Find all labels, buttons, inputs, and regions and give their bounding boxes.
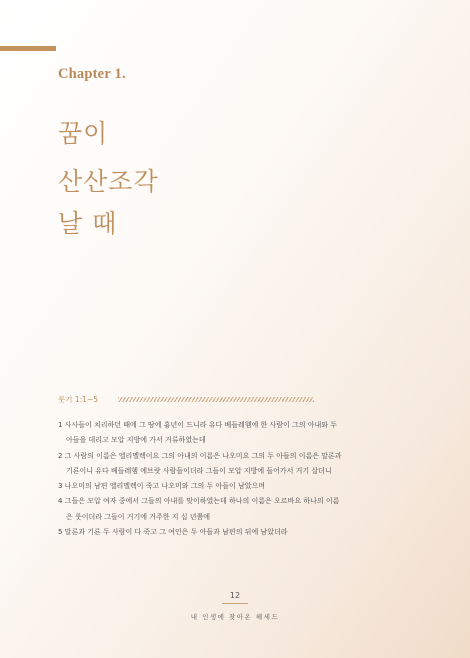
scripture-reference-row xyxy=(58,394,316,406)
book-title-footer: 내 인생에 찾아온 헤세드 xyxy=(190,613,280,621)
chapter-title-line-2: 산산조각 xyxy=(58,167,159,196)
hatched-divider xyxy=(118,397,314,402)
footer-divider xyxy=(222,603,248,604)
chapter-title-line-1: 꿈이 xyxy=(58,119,109,148)
verse-4: 4 그들은 모압 여자 중에서 그들의 아내를 맞이하였는데 하나의 이름은 오르바요 하나의 이름은 룻이더라 그들이 거기에 거주한 지 십 년쯤에 xyxy=(58,497,340,521)
page-number: 12 xyxy=(229,591,241,600)
chapter-label: Chapter 1. xyxy=(58,66,126,82)
chapter-title-line-3: 날 때 xyxy=(58,209,118,238)
verse-1: 1 사사들이 치리하던 때에 그 땅에 흉년이 드니라 유다 베들레헴에 한 사람이 그의 아내와 두 아들을 데리고 모압 지방에 가서 거류하였는데 xyxy=(58,421,338,445)
verse-3: 3 나오미의 남편 엘리멜렉이 죽고 나오미와 그의 두 아들이 남았으며 xyxy=(58,482,266,491)
verse-2: 2 그 사람의 이름은 엘리멜렉이요 그의 아내의 이름은 나오미요 그의 두 아들의 이름은 말론과 기룐이니 유다 베들레헴 에브랏 사람들이더라 그들이 모압 지방에 들어가서 거기 살더니 xyxy=(58,451,342,475)
scripture-verses xyxy=(58,418,342,540)
chapter-accent-bar xyxy=(0,46,56,51)
verse-5: 5 말론과 기룐 두 사람이 다 죽고 그 여인은 두 아들과 남편의 뒤에 남았더라 xyxy=(58,528,288,537)
scripture-reference: 룻기 1:1~5 xyxy=(58,395,99,404)
